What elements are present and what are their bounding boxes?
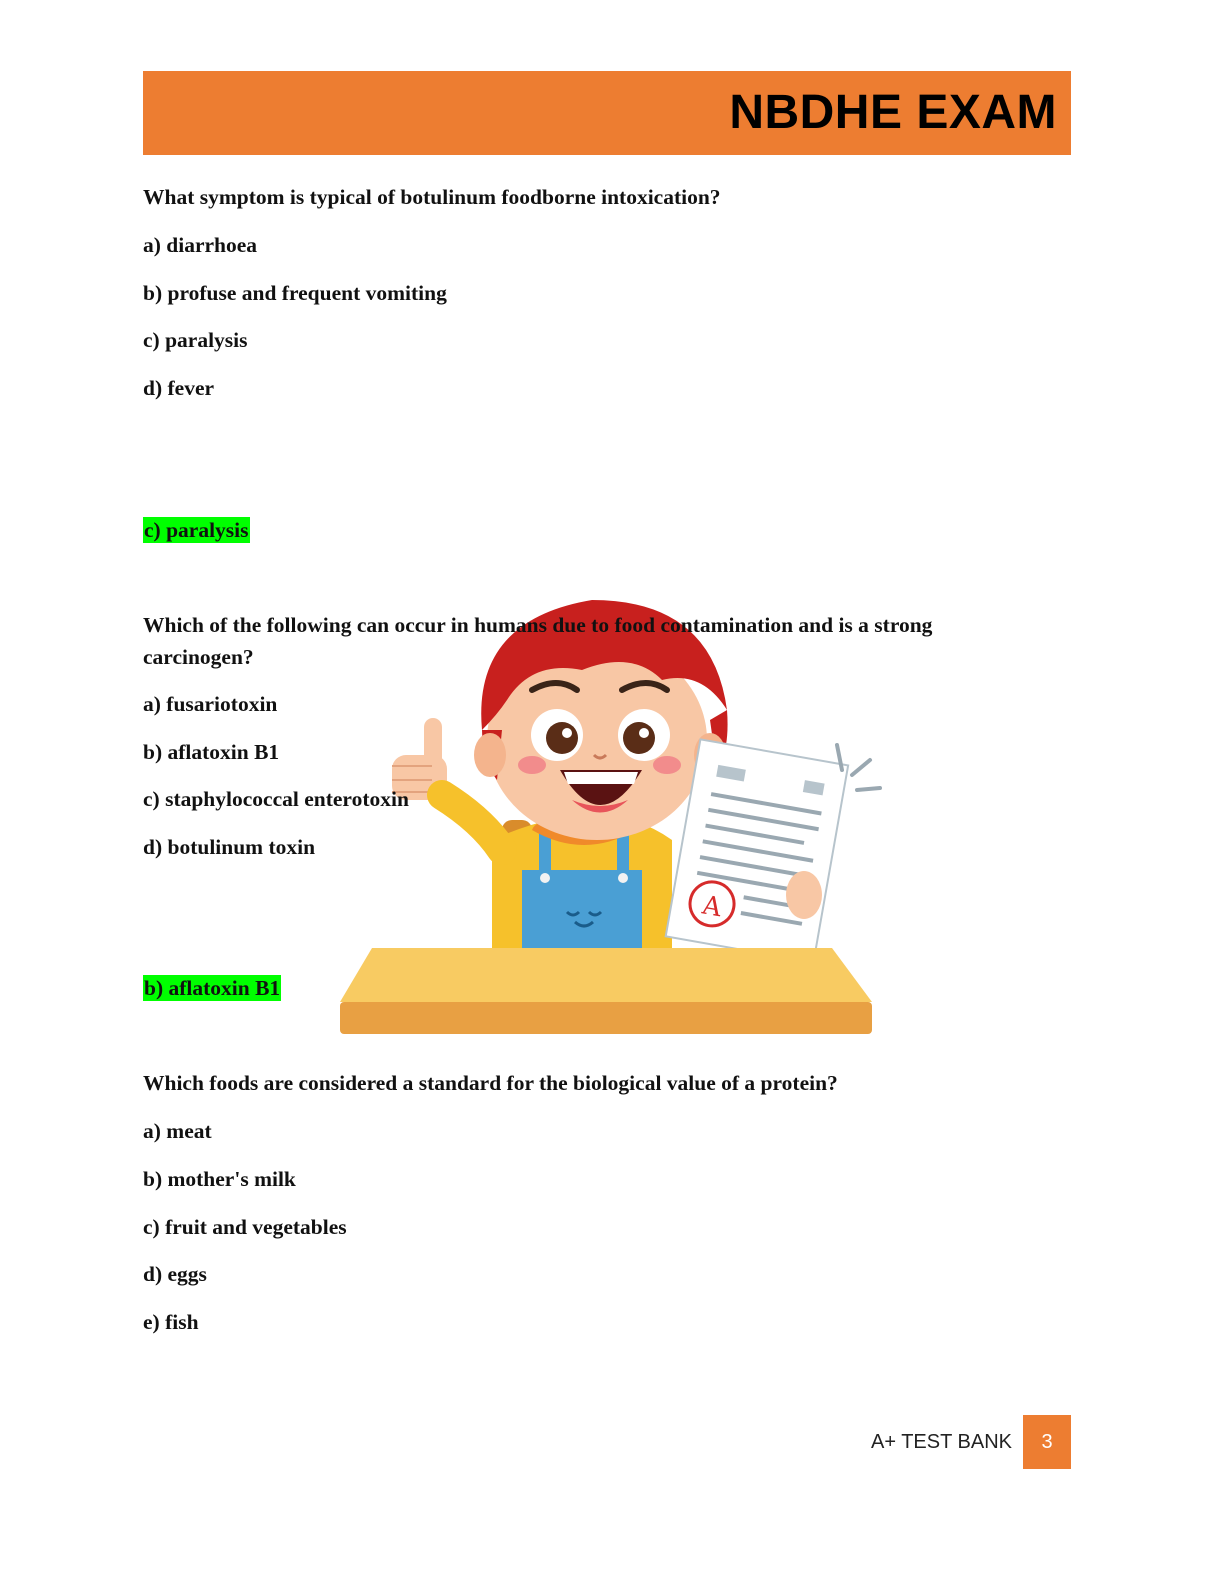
question-2-option-b: b) aflatoxin B1 [143, 740, 280, 764]
question-2-answer-highlight: b) aflatoxin B1 [144, 976, 281, 1000]
question-3-option-e: e) fish [143, 1310, 199, 1334]
question-3-option-b: b) mother's milk [143, 1167, 296, 1191]
header-bar [143, 71, 1071, 155]
question-2-option-c: c) staphylococcal enterotoxin [143, 787, 409, 811]
page-number: 3 [1023, 1415, 1071, 1469]
question-2-text: Which of the following can occur in humans due to food contamination and is a strong carcinogen? [143, 613, 933, 669]
question-3-option-a: a) meat [143, 1119, 212, 1143]
footer-label: A+ TEST BANK [871, 1431, 1012, 1453]
question-3-option-c: c) fruit and vegetables [143, 1215, 347, 1239]
question-1-answer [143, 514, 250, 546]
question-1-option-b: b) profuse and frequent vomiting [143, 281, 447, 305]
question-1-answer-highlight: c) paralysis [144, 518, 249, 542]
question-3-text: Which foods are considered a standard for the biological value of a protein? [143, 1071, 838, 1095]
question-1-option-c: c) paralysis [143, 328, 248, 352]
question-3-option-d: d) eggs [143, 1262, 207, 1286]
question-2-option-a: a) fusariotoxin [143, 692, 278, 716]
question-1-text: What symptom is typical of botulinum foodborne intoxication? [143, 185, 721, 209]
question-2-answer [143, 972, 281, 1004]
question-1-option-a: a) diarrhoea [143, 233, 258, 257]
question-1-option-d: d) fever [143, 376, 215, 400]
grade-mark: A [700, 890, 724, 924]
header-title: NBDHE EXAM [729, 86, 1057, 139]
question-2-option-d: d) botulinum toxin [143, 835, 316, 859]
